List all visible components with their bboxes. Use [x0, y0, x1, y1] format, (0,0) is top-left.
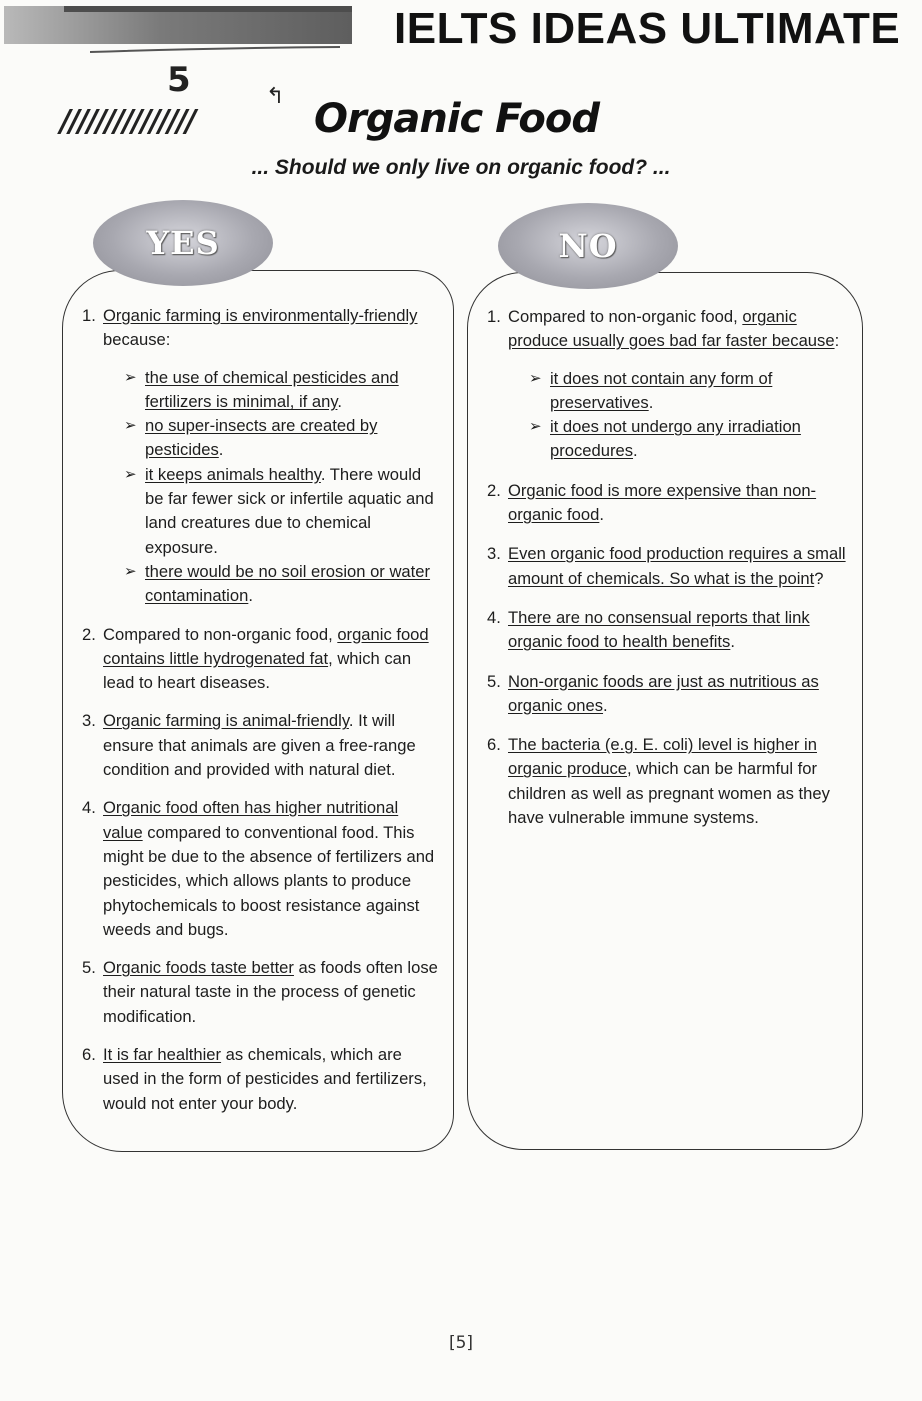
reason-item — [529, 367, 847, 416]
no-item-6 — [487, 733, 847, 830]
no-item-3 — [487, 542, 847, 591]
item-number: 1. — [487, 307, 501, 326]
key-point: Organic farming is animal-friendly — [103, 711, 349, 731]
reason-item — [529, 415, 847, 464]
item-text: . It will ensure that animals are given a free-range condition and provided with natural diet. — [103, 711, 416, 780]
book-title: IELTS IDEAS ULTIMATE — [394, 4, 901, 53]
item-number: 2. — [82, 624, 96, 644]
item-text: : — [834, 331, 840, 351]
yes-item-3 — [82, 709, 442, 782]
item-text: compared to conventional food. This might be due to the absence of fertilizers and pesticides, which allows plants to produce phytochemicals to boost resistance against weeds and bugs. — [103, 822, 435, 939]
key-point: the use of chemical pesticides and fertilizers is minimal, if any — [145, 367, 399, 411]
key-point: Non-organic foods are just as nutritious as organic ones — [508, 671, 819, 715]
key-point: it does not contain any form of preservatives — [550, 368, 773, 412]
no-badge: NO — [498, 203, 678, 289]
key-point: Organic foods taste better — [103, 958, 294, 978]
item-text: . — [599, 505, 604, 525]
item-number: 6. — [82, 1045, 96, 1065]
arrow-bullet-icon: ➢ — [529, 418, 542, 436]
key-point: The bacteria (e.g. E. coli) level is higher in organic produce — [508, 735, 817, 779]
arrow-bullet-icon: ➢ — [124, 465, 137, 483]
item-number: 2. — [487, 480, 501, 500]
item-number: 5. — [487, 671, 501, 691]
decorative-slashes: /////////////// — [60, 104, 195, 139]
item-number: 6. — [487, 735, 501, 755]
page-number: [5] — [448, 1333, 474, 1353]
key-point: there would be no soil erosion or water contamination — [145, 561, 431, 606]
key-point: Organic food often has higher nutritional value — [103, 798, 399, 842]
key-point: Organic farming is environmentally-friendly — [103, 306, 418, 325]
yes-badge: YES — [93, 200, 273, 286]
item-text: . — [730, 632, 735, 652]
no-item-2 — [487, 479, 847, 528]
reason-item — [124, 560, 442, 609]
section-number: 5 — [167, 60, 191, 100]
item-text: because: — [103, 330, 171, 350]
item-number: 4. — [487, 607, 501, 627]
arrow-bullet-icon: ➢ — [529, 369, 542, 387]
yes-item-2 — [82, 623, 442, 696]
item-number: 3. — [487, 544, 501, 564]
key-point: it does not undergo any irradiation procedures — [550, 417, 801, 461]
no-item-1 — [487, 305, 847, 464]
header-decor-bar — [4, 6, 352, 44]
yes-item-1-reasons — [103, 366, 442, 609]
reason-item — [124, 414, 442, 463]
header-swoosh-line — [90, 46, 340, 56]
item-number: 5. — [82, 958, 96, 978]
item-text: as chemicals, which are used in the form of pesticides and fertilizers, would not enter your body. — [103, 1045, 427, 1113]
item-text: . There would be far fewer sick or infertile aquatic and land creatures due to chemical exposure. — [145, 464, 434, 557]
item-text: . — [248, 586, 253, 606]
item-number: 1. — [82, 306, 96, 325]
item-text: as foods often lose their natural taste in the process of genetic modification. — [103, 958, 438, 1026]
yes-argument-list — [82, 304, 442, 1116]
topic-question: ... Should we only live on organic food? ... — [251, 156, 671, 179]
item-text: , which can be harmful for children as well as pregnant women as they have vulnerable immune systems. — [508, 759, 830, 828]
item-text: ? — [814, 568, 824, 588]
yes-item-5 — [82, 956, 442, 1029]
item-text: . — [218, 440, 224, 460]
key-point: There are no consensual reports that link organic food to health benefits — [508, 607, 810, 652]
item-text: . — [337, 391, 343, 411]
arrow-bullet-icon: ➢ — [124, 417, 137, 435]
arrow-icon: ↰ — [266, 84, 285, 109]
key-point: no super-insects are created by pesticides — [145, 416, 378, 460]
reason-item — [124, 463, 442, 560]
key-point: Even organic food production requires a small amount of chemicals. So what is the point — [508, 544, 846, 588]
key-point: It is far healthier — [103, 1045, 222, 1065]
yes-item-4 — [82, 796, 442, 942]
key-point: it keeps animals healthy — [145, 464, 321, 484]
item-text: , which can lead to heart diseases. — [103, 648, 412, 693]
yes-item-1 — [82, 304, 442, 609]
item-number: 4. — [82, 798, 96, 818]
arrow-bullet-icon: ➢ — [124, 562, 137, 580]
item-text: . — [648, 392, 654, 412]
no-argument-list — [487, 305, 847, 830]
arrow-bullet-icon: ➢ — [124, 368, 137, 386]
item-number: 3. — [82, 711, 96, 731]
item-text: . — [633, 441, 638, 461]
key-point: organic produce usually goes bad far faster because — [508, 307, 835, 351]
item-text: Compared to non-organic food, — [103, 624, 338, 644]
key-point: Organic food is more expensive than non-organic food — [508, 480, 817, 525]
key-point: organic food contains little hydrogenated fat — [103, 624, 429, 668]
item-text: . — [603, 695, 608, 715]
topic-title: Organic Food — [314, 96, 599, 142]
no-item-5 — [487, 670, 847, 719]
yes-item-6 — [82, 1043, 442, 1116]
no-item-4 — [487, 606, 847, 655]
item-text: Compared to non-organic food, — [508, 307, 743, 326]
no-item-1-reasons — [508, 367, 847, 464]
reason-item — [124, 366, 442, 415]
